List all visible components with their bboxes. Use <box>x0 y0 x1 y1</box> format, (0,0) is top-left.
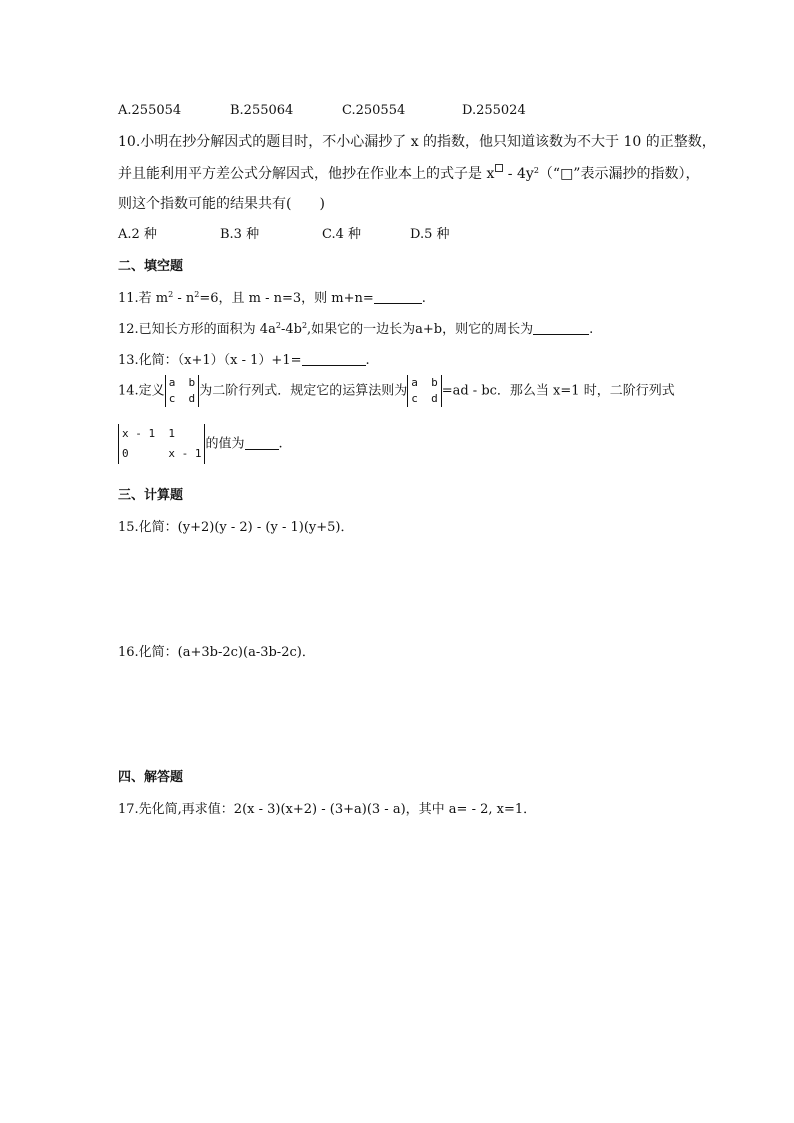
q11-a: 11.若 m <box>118 291 169 306</box>
section-heading-calculation: 三、计算题 <box>118 488 184 503</box>
q17: 17.先化简,再求值：2(x - 3)(x+2) - (3+a)(3 - a)，其中 a= - 2, x=1． <box>118 802 537 817</box>
q12-b: -4b <box>280 322 302 337</box>
q14-c: =ad - bc．那么当 x=1 时，二阶行列式 <box>441 383 675 399</box>
q13-end: . <box>365 353 370 368</box>
q9-option-d: D.255024 <box>462 103 526 118</box>
q14-line2 <box>118 424 283 464</box>
q10-line2-a: 并且能利用平方差公式分解因式，他抄在作业本上的式子是 x <box>118 166 495 182</box>
q11-end: . <box>421 291 426 306</box>
q13-answer-blank[interactable] <box>302 353 366 366</box>
q12 <box>118 321 593 339</box>
q10-line2-c: （“□”表示漏抄的指数）， <box>538 166 700 182</box>
q10-option-c: C.4 种 <box>322 227 362 242</box>
q10-line2 <box>118 164 699 183</box>
q11 <box>118 290 426 308</box>
q10-options <box>118 226 450 244</box>
q9-option-b: B.255064 <box>230 103 294 118</box>
q11-sup1: 2 <box>168 290 174 299</box>
q9-options <box>118 102 526 120</box>
det3-row1: x - 1 1 <box>122 427 175 440</box>
q10-line3: 则这个指数可能的结果共有( ) <box>118 196 325 212</box>
q13 <box>118 352 370 370</box>
q14-answer-blank[interactable] <box>245 437 279 450</box>
q12-a: 12.已知长方形的面积为 4a <box>118 322 276 337</box>
q14-line1 <box>118 375 675 407</box>
q14-end: . <box>278 436 283 452</box>
section-heading-fill-blank: 二、填空题 <box>118 259 184 274</box>
q10-line1: 10.小明在抄分解因式的题目时，不小心漏抄了 x 的指数，他只知道该数为不大于 10 的正整数， <box>118 134 716 150</box>
det1-row2: c d <box>168 392 196 405</box>
determinant-x <box>118 424 205 464</box>
det1-row1: a b <box>168 376 196 389</box>
q10-exp: 2 <box>533 166 539 175</box>
q14-d: 的值为 <box>205 436 245 452</box>
q12-sup1: 2 <box>275 321 281 330</box>
q12-end: . <box>589 322 594 337</box>
det2-row1: a b <box>411 376 438 389</box>
q16: 16.化简：(a+3b-2c)(a-3b-2c)． <box>118 645 315 660</box>
determinant-abcd-1 <box>165 375 200 407</box>
q10-option-a: A.2 种 <box>118 227 157 242</box>
q12-answer-blank[interactable] <box>533 322 589 335</box>
q10-option-b: B.3 种 <box>220 227 260 242</box>
q15: 15.化简：(y+2)(y - 2) - (y - 1)(y+5)． <box>118 520 354 535</box>
q11-sup2: 2 <box>194 290 200 299</box>
q13-a: 13.化简：（x+1）（x - 1）+1= <box>118 353 302 368</box>
q14-b: 为二阶行列式．规定它的运算法则为 <box>199 383 408 399</box>
q14-a: 14.定义 <box>118 383 165 399</box>
q9-option-a: A.255054 <box>118 103 182 118</box>
q11-b: - n <box>173 291 195 306</box>
det3-row2: 0 x - 1 <box>122 447 202 460</box>
q12-c: ,如果它的一边长为a+b，则它的周长为 <box>307 322 534 337</box>
q11-c: =6，且 m - n=3，则 m+n= <box>199 291 374 306</box>
section-heading-answer: 四、解答题 <box>118 770 184 785</box>
q9-option-c: C.250554 <box>342 103 406 118</box>
q11-answer-blank[interactable] <box>374 291 422 304</box>
determinant-abcd-2 <box>407 375 442 407</box>
q10-line2-b: - 4y <box>503 166 534 182</box>
q12-sup2: 2 <box>301 321 308 330</box>
det2-row2: c d <box>411 392 438 405</box>
q10-option-d: D.5 种 <box>410 227 450 242</box>
